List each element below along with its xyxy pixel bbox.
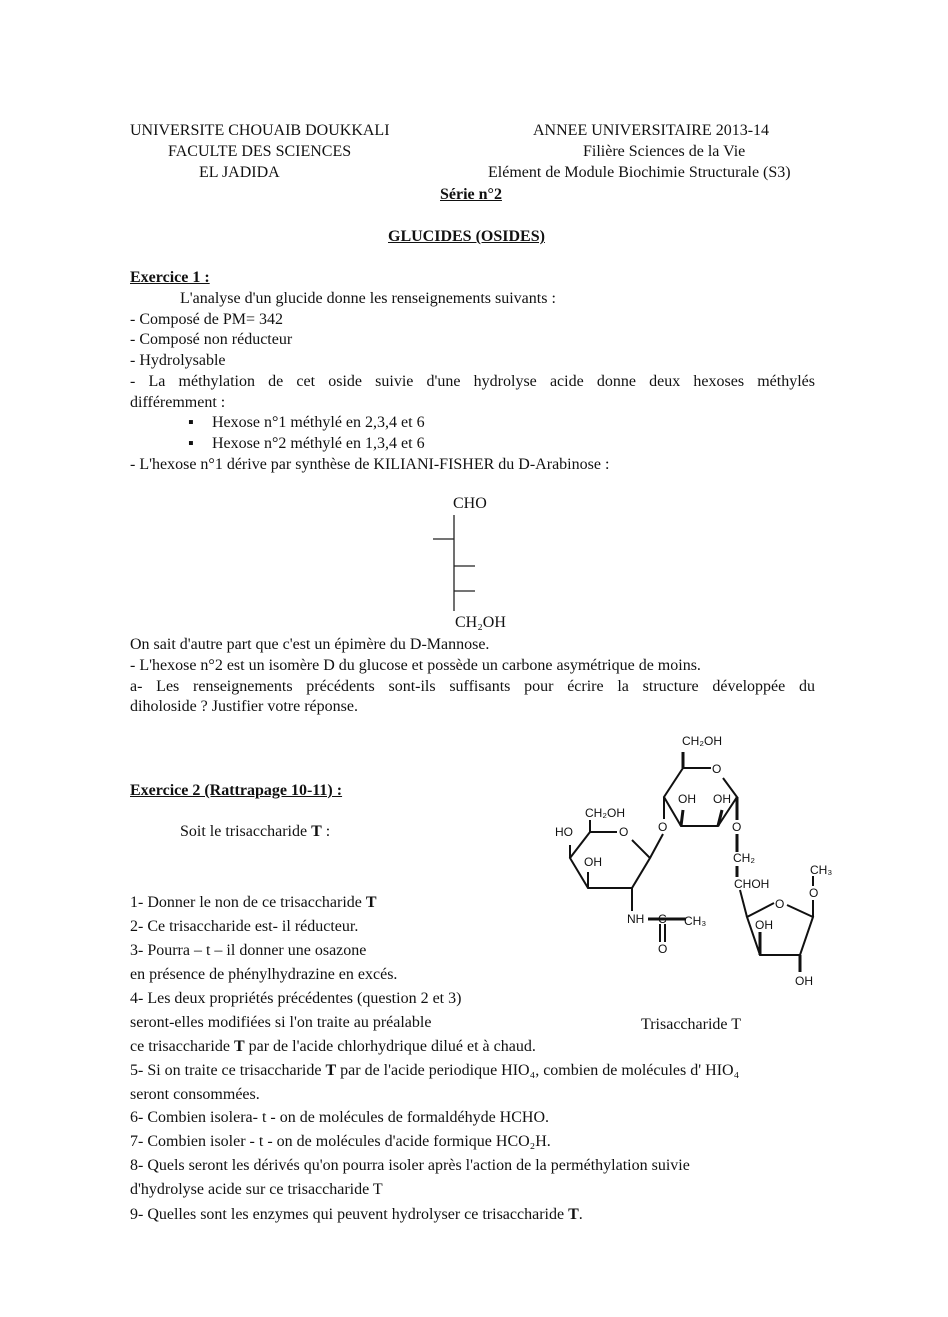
ring-oxygen-label: O xyxy=(619,825,629,839)
methoxy-oxygen-label: O xyxy=(809,886,819,900)
oh-label: OH xyxy=(795,974,813,988)
question-4-end xyxy=(130,1037,536,1057)
exercise-1-intro: L'analyse d'un glucide donne les renseignements suivants : xyxy=(180,290,556,307)
info-line: - La méthylation de cet oside suivie d'une hydrolyse acide donne deux hexoses méthylés xyxy=(130,373,815,390)
info-line: - Composé non réducteur xyxy=(130,331,293,348)
question-3-continued: en présence de phénylhydrazine en excés. xyxy=(130,966,398,983)
fischer-top-label: CHO xyxy=(453,495,487,512)
trisaccharide-symbol: T xyxy=(311,823,322,840)
question-text: 1- Donner le non de ce trisaccharide xyxy=(130,894,366,911)
bullet-icon: ▪ xyxy=(188,435,194,452)
intro-text: Soit le trisaccharide xyxy=(180,823,312,840)
ring-oxygen-label: O xyxy=(775,897,785,911)
university-name: UNIVERSITE CHOUAIB DOUKKALI xyxy=(130,122,390,139)
question-8-continued: d'hydrolyse acide sur ce trisaccharide T xyxy=(130,1181,383,1198)
info-line: On sait d'autre part que c'est un épimère du D-Mannose. xyxy=(130,636,490,653)
info-line: différemment : xyxy=(130,394,226,411)
bullet-item: Hexose n°1 méthylé en 2,3,4 et 6 xyxy=(212,414,425,431)
fischer-projection xyxy=(433,515,475,611)
exercise-2-title: Exercice 2 (Rattrapage 10-11) : xyxy=(130,782,343,799)
trisaccharide-symbol: T xyxy=(233,1038,245,1055)
faculty-name: FACULTE DES SCIENCES xyxy=(168,143,352,160)
question-6: 6- Combien isolera- t - on de molécules de formaldéhyde HCHO. xyxy=(130,1109,549,1126)
trisaccharide-symbol: T xyxy=(325,1062,337,1079)
oh-label: OH xyxy=(713,792,731,806)
fischer-bottom-label: CH₂OH xyxy=(455,614,506,631)
series-number: Série n°2 xyxy=(440,186,502,203)
structure-labels xyxy=(555,734,832,988)
document-title: GLUCIDES (OSIDES) xyxy=(388,228,545,245)
trisaccharide-structure xyxy=(570,752,813,972)
question-a: a- Les renseignements précédents sont-ils suffisants pour écrire la structure développée du xyxy=(130,678,815,695)
period: . xyxy=(578,1206,583,1223)
carbonyl-oxygen-label: O xyxy=(658,942,668,956)
ho-label: HO xyxy=(555,825,573,839)
nh-label: NH xyxy=(627,912,645,926)
question-text: ce trisaccharide xyxy=(130,1038,234,1055)
info-line: - L'hexose n°1 dérive par synthèse de KILIANI-FISHER du D-Arabinose : xyxy=(130,456,610,473)
question-text: par de l'acide periodique HIO₄, combien de molécules d' HIO₄ xyxy=(336,1062,740,1079)
oh-label: OH xyxy=(584,855,602,869)
question-5 xyxy=(130,1061,739,1081)
question-5-continued: seront consommées. xyxy=(130,1086,260,1103)
ring-oxygen-label: O xyxy=(712,762,722,776)
question-4-continued: seront-elles modifiées si l'on traite au préalable xyxy=(130,1014,432,1031)
structure-caption: Trisaccharide T xyxy=(641,1016,741,1033)
info-line: - Composé de PM= 342 xyxy=(130,311,284,328)
exercise-2-intro xyxy=(180,822,330,842)
question-7: 7- Combien isoler - t - on de molécules d'acide formique HCO₂H. xyxy=(130,1133,551,1150)
info-line: - L'hexose n°2 est un isomère D du glucose et possède un carbone asymétrique de moins. xyxy=(130,657,701,674)
colon: : xyxy=(321,823,331,840)
bullet-icon: ▪ xyxy=(188,414,194,431)
glycosidic-oxygen-label: O xyxy=(658,820,668,834)
question-a-continued: diholoside ? Justifier votre réponse. xyxy=(130,698,358,715)
question-2: 2- Ce trisaccharide est- il réducteur. xyxy=(130,918,359,935)
question-text: par de l'acide chlorhydrique dilué et à chaud. xyxy=(244,1038,536,1055)
ch3-label: CH₃ xyxy=(684,914,707,928)
glycosidic-oxygen-label: O xyxy=(732,820,742,834)
trisaccharide-symbol: T xyxy=(568,1206,579,1223)
trisaccharide-symbol: T xyxy=(365,894,377,911)
ch3-label: CH₃ xyxy=(810,863,833,877)
question-3: 3- Pourra – t – il donner une osazone xyxy=(130,942,367,959)
question-text: 9- Quelles sont les enzymes qui peuvent hydrolyser ce trisaccharide xyxy=(130,1206,569,1223)
program-name: Filière Sciences de la Vie xyxy=(583,143,746,160)
academic-year: ANNEE UNIVERSITAIRE 2013-14 xyxy=(533,122,770,139)
question-9 xyxy=(130,1205,583,1225)
bullet-item: Hexose n°2 méthylé en 1,3,4 et 6 xyxy=(212,435,425,452)
question-1 xyxy=(130,893,377,913)
question-text: 5- Si on traite ce trisaccharide xyxy=(130,1062,326,1079)
question-4: 4- Les deux propriétés précédentes (question 2 et 3) xyxy=(130,990,462,1007)
choh-label: CHOH xyxy=(734,877,770,891)
city-name: EL JADIDA xyxy=(199,164,280,181)
carbon-label: C xyxy=(658,912,667,926)
exercise-1-title: Exercice 1 : xyxy=(130,269,210,286)
ch2oh-label: CH₂OH xyxy=(682,734,722,748)
info-line: - Hydrolysable xyxy=(130,352,226,369)
ch2-label: CH₂ xyxy=(733,851,755,865)
oh-label: OH xyxy=(755,918,773,932)
ch2oh-label: CH₂OH xyxy=(585,806,625,820)
oh-label: OH xyxy=(678,792,696,806)
question-8: 8- Quels seront les dérivés qu'on pourra isoler après l'action de la perméthylation suivie xyxy=(130,1157,690,1174)
module-name: Elément de Module Biochimie Structurale (S3) xyxy=(488,164,791,181)
